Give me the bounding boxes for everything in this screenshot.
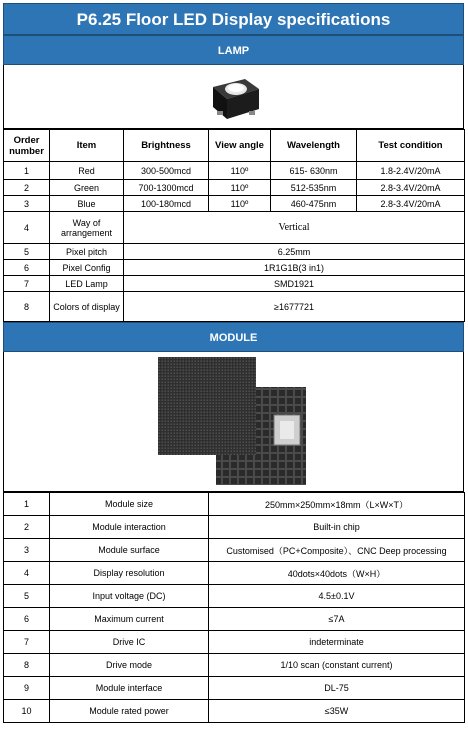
col-view-angle: View angle — [209, 130, 271, 162]
value-cell: Built-in chip — [209, 516, 465, 539]
item-cell: Pixel pitch — [50, 244, 124, 260]
table-row — [4, 700, 465, 723]
test-cell: 2.8-3.4V/20mA — [357, 196, 465, 212]
angle-cell: 110º — [209, 196, 271, 212]
item-cell: Green — [50, 180, 124, 196]
angle-cell: 110º — [209, 180, 271, 196]
item-cell: Blue — [50, 196, 124, 212]
table-row — [4, 631, 465, 654]
module-image — [158, 357, 308, 487]
row-number: 7 — [4, 276, 50, 292]
row-number: 1 — [4, 162, 50, 180]
value-cell: ≤35W — [209, 700, 465, 723]
value-cell: 1/10 scan (constant current) — [209, 654, 465, 677]
value-cell: DL-75 — [209, 677, 465, 700]
led-lamp-image — [205, 69, 265, 125]
value-cell: SMD1921 — [124, 276, 465, 292]
wavelength-cell: 512-535nm — [271, 180, 357, 196]
item-cell: Module surface — [50, 539, 209, 562]
lamp-section-header: LAMP — [3, 35, 464, 65]
row-number: 7 — [4, 631, 50, 654]
table-row — [4, 654, 465, 677]
table-row — [4, 212, 465, 244]
module-table — [3, 492, 465, 723]
col-wavelength: Wavelength — [271, 130, 357, 162]
table-row — [4, 196, 465, 212]
row-number: 4 — [4, 562, 50, 585]
item-cell: Drive IC — [50, 631, 209, 654]
item-cell: Module rated power — [50, 700, 209, 723]
row-number: 6 — [4, 608, 50, 631]
angle-cell: 110º — [209, 162, 271, 180]
col-order-number: Order number — [4, 130, 50, 162]
value-cell: 4.5±0.1V — [209, 585, 465, 608]
item-cell: Drive mode — [50, 654, 209, 677]
table-row — [4, 276, 465, 292]
table-row — [4, 493, 465, 516]
row-number: 5 — [4, 585, 50, 608]
value-cell: 6.25mm — [124, 244, 465, 260]
table-row — [4, 677, 465, 700]
item-cell: Display resolution — [50, 562, 209, 585]
item-cell: Maximum current — [50, 608, 209, 631]
item-cell: Pixel Config — [50, 260, 124, 276]
table-row — [4, 162, 465, 180]
led-lamp-image-row — [3, 65, 464, 129]
value-cell: 40dots×40dots（W×H） — [209, 562, 465, 585]
col-item: Item — [50, 130, 124, 162]
value-cell: ≥1677721 — [124, 292, 465, 322]
row-number: 6 — [4, 260, 50, 276]
test-cell: 1.8-2.4V/20mA — [357, 162, 465, 180]
table-row — [4, 292, 465, 322]
spec-sheet — [3, 3, 464, 723]
row-number: 10 — [4, 700, 50, 723]
brightness-cell: 300-500mcd — [124, 162, 209, 180]
value-cell: Customised（PC+Composite）、CNC Deep processing — [209, 539, 465, 562]
row-number: 1 — [4, 493, 50, 516]
item-cell: Colors of display — [50, 292, 124, 322]
module-image-row — [3, 352, 464, 492]
module-section-header: MODULE — [3, 322, 464, 352]
lamp-table — [3, 129, 465, 322]
table-row — [4, 585, 465, 608]
row-number: 5 — [4, 244, 50, 260]
item-cell: Module size — [50, 493, 209, 516]
test-cell: 2.8-3.4V/20mA — [357, 180, 465, 196]
item-cell: Way of arrangement — [50, 212, 124, 244]
col-test-condition: Test condition — [357, 130, 465, 162]
row-number: 3 — [4, 196, 50, 212]
table-row — [4, 562, 465, 585]
item-cell: LED Lamp — [50, 276, 124, 292]
wavelength-cell: 615- 630nm — [271, 162, 357, 180]
value-cell: ≤7A — [209, 608, 465, 631]
table-row — [4, 516, 465, 539]
row-number: 8 — [4, 292, 50, 322]
row-number: 8 — [4, 654, 50, 677]
item-cell: Module interface — [50, 677, 209, 700]
value-cell: indeterminate — [209, 631, 465, 654]
wavelength-cell: 460-475nm — [271, 196, 357, 212]
row-number: 2 — [4, 180, 50, 196]
brightness-cell: 700-1300mcd — [124, 180, 209, 196]
table-row — [4, 539, 465, 562]
value-cell: 250mm×250mm×18mm（L×W×T） — [209, 493, 465, 516]
page-title: P6.25 Floor LED Display specifications — [3, 3, 464, 35]
table-row — [4, 260, 465, 276]
lamp-table-header — [4, 130, 465, 162]
row-number: 3 — [4, 539, 50, 562]
brightness-cell: 100-180mcd — [124, 196, 209, 212]
item-cell: Red — [50, 162, 124, 180]
value-cell: 1R1G1B(3 in1) — [124, 260, 465, 276]
item-cell: Module interaction — [50, 516, 209, 539]
table-row — [4, 180, 465, 196]
row-number: 4 — [4, 212, 50, 244]
row-number: 2 — [4, 516, 50, 539]
table-row — [4, 244, 465, 260]
row-number: 9 — [4, 677, 50, 700]
col-brightness: Brightness — [124, 130, 209, 162]
item-cell: Input voltage (DC) — [50, 585, 209, 608]
table-row — [4, 608, 465, 631]
value-cell: Vertical — [124, 212, 465, 244]
